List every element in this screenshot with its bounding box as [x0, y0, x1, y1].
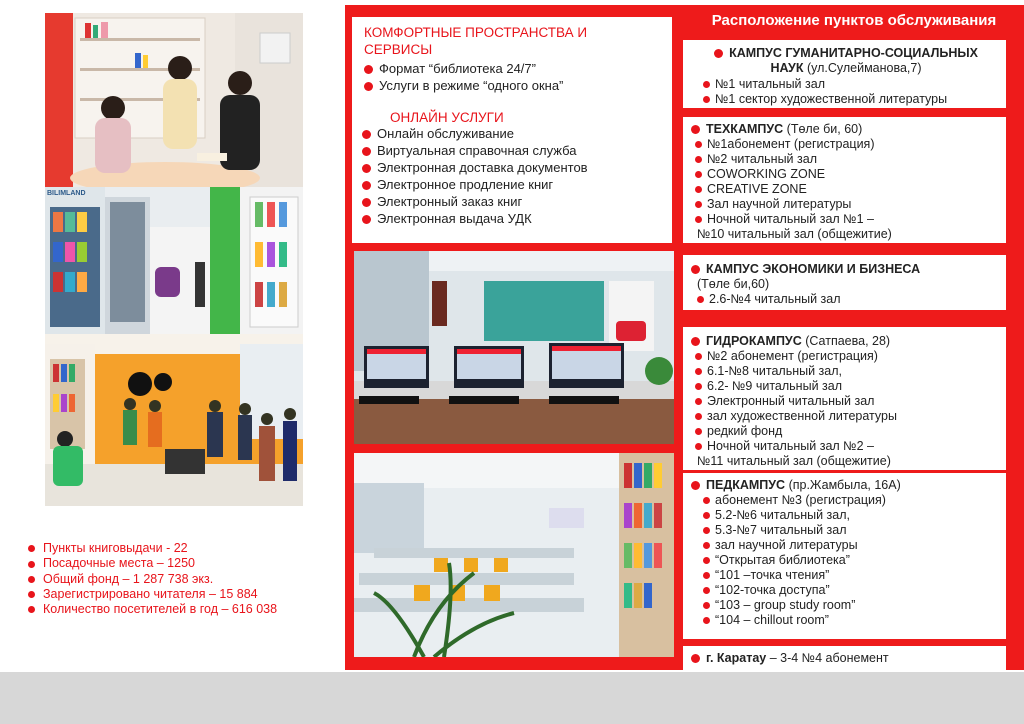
list-item: Формат “библиотека 24/7”	[364, 60, 563, 77]
photo-computer-room	[354, 251, 674, 444]
bullet-icon	[362, 181, 371, 190]
location-ped	[683, 473, 1006, 639]
services-box	[352, 17, 672, 243]
bullet-icon	[362, 215, 371, 224]
bullet-icon	[703, 81, 710, 88]
bullet-icon	[28, 561, 35, 568]
list-item: абонемент №3 (регистрация)	[703, 493, 886, 508]
bullet-icon	[695, 216, 702, 223]
location-hydro	[683, 327, 1006, 470]
bullet-icon	[695, 428, 702, 435]
location-items	[695, 349, 897, 469]
bullet-icon	[695, 186, 702, 193]
list-item: “102-точка доступа”	[703, 583, 886, 598]
bullet-icon	[691, 481, 700, 490]
list-item: 6.1-№8 читальный зал,	[695, 364, 897, 379]
bullet-icon	[703, 572, 710, 579]
location-items	[703, 77, 947, 107]
bullet-icon	[703, 557, 710, 564]
list-item: 6.2- №9 читальный зал	[695, 379, 897, 394]
bullet-icon	[362, 130, 371, 139]
list-item: зал художественной литературы	[695, 409, 897, 424]
online-services-list	[362, 125, 588, 227]
bullet-icon	[28, 576, 35, 583]
bullet-icon	[703, 96, 710, 103]
location-items	[703, 493, 886, 628]
list-item: №10 читальный зал (общежитие)	[697, 227, 892, 241]
location-title: ГИДРОКАМПУС (Сатпаева, 28)	[691, 334, 890, 349]
bullet-icon	[695, 398, 702, 405]
bullet-icon	[695, 201, 702, 208]
stat-item: Количество посетителей в год – 616 038	[28, 602, 277, 617]
list-item: “101 –точка чтения”	[703, 568, 886, 583]
location-address: (Сатпаева, 28)	[805, 334, 891, 348]
list-item: Электронный читальный зал	[695, 394, 897, 409]
bullet-icon	[695, 156, 702, 163]
location-title: ТЕХКАМПУС (Төле би, 60)	[691, 122, 862, 137]
location-address: (Төле би,60)	[697, 277, 770, 291]
list-item: №11 читальный зал (общежитие)	[697, 454, 891, 468]
location-address: (Төле би, 60)	[786, 122, 863, 136]
bullet-icon	[28, 606, 35, 613]
list-item: Ночной читальный зал №2 –	[695, 439, 897, 454]
list-item: №1абонемент (регистрация)	[695, 137, 892, 152]
list-item: Зал научной литературы	[695, 197, 892, 212]
bullet-icon	[703, 542, 710, 549]
list-item: COWORKING ZONE	[695, 167, 892, 182]
list-item: “104 – chillout room”	[703, 613, 886, 628]
bullet-icon	[703, 587, 710, 594]
photo-students-reading	[45, 13, 303, 187]
location-items	[697, 292, 841, 307]
list-item: №1 сектор художественной литературы	[703, 92, 947, 107]
online-heading: ОНЛАЙН УСЛУГИ	[390, 110, 504, 125]
list-item: 5.2-№6 читальный зал,	[703, 508, 886, 523]
bullet-icon	[703, 602, 710, 609]
bullet-icon	[695, 383, 702, 390]
list-item: 2.6-№4 читальный зал	[697, 292, 841, 307]
location-address: (пр.Жамбыла, 16А)	[788, 478, 901, 492]
list-item: редкий фонд	[695, 424, 897, 439]
list-item: Электронная выдача УДК	[362, 210, 588, 227]
bullet-icon	[695, 368, 702, 375]
bullet-icon	[364, 65, 373, 74]
location-economics	[683, 255, 1006, 310]
location-tech	[683, 117, 1006, 243]
photo-reading-hall	[354, 453, 674, 657]
bullet-icon	[362, 198, 371, 207]
bullet-icon	[362, 147, 371, 156]
page-title: Расположение пунктов обслуживания	[711, 12, 997, 29]
list-item: Онлайн обслуживание	[362, 125, 588, 142]
bullet-icon	[703, 527, 710, 534]
location-humanitarian	[683, 40, 1006, 108]
location-title: КАМПУС ЭКОНОМИКИ И БИЗНЕСА	[691, 262, 920, 277]
bullet-icon	[695, 443, 702, 450]
bullet-icon	[695, 141, 702, 148]
list-item: Электронная доставка документов	[362, 159, 588, 176]
location-title-line2: НАУК (ул.Сулейманова,7)	[770, 61, 922, 75]
bullet-icon	[697, 296, 704, 303]
bullet-icon	[695, 413, 702, 420]
bottom-band	[0, 672, 1024, 724]
services-list	[364, 60, 563, 94]
list-item: Ночной читальный зал №1 –	[695, 212, 892, 227]
stat-item: Посадочные места – 1250	[28, 556, 277, 571]
photo-library-hall	[45, 187, 303, 334]
photo-event-room	[45, 334, 303, 506]
bullet-icon	[691, 337, 700, 346]
list-item: 5.3-№7 читальный зал	[703, 523, 886, 538]
bullet-icon	[362, 164, 371, 173]
list-item: №1 читальный зал	[703, 77, 947, 92]
bullet-icon	[703, 512, 710, 519]
list-item: №2 абонемент (регистрация)	[695, 349, 897, 364]
list-item: зал научной литературы	[703, 538, 886, 553]
location-title: ПЕДКАМПУС (пр.Жамбыла, 16А)	[691, 478, 901, 493]
list-item: Виртуальная справочная служба	[362, 142, 588, 159]
bullet-icon	[691, 654, 700, 663]
services-heading: КОМФОРТНЫЕ ПРОСТРАНСТВА И СЕРВИСЫ	[364, 25, 588, 57]
list-item: Электронное продление книг	[362, 176, 588, 193]
bullet-icon	[691, 125, 700, 134]
location-items	[695, 137, 892, 242]
bullet-icon	[28, 591, 35, 598]
list-item: “103 – group study room”	[703, 598, 886, 613]
bullet-icon	[364, 82, 373, 91]
stat-item: Общий фонд – 1 287 738 экз.	[28, 572, 277, 587]
bullet-icon	[703, 497, 710, 504]
bullet-icon	[695, 353, 702, 360]
bullet-icon	[714, 49, 723, 58]
list-item: CREATIVE ZONE	[695, 182, 892, 197]
stats-list	[28, 541, 277, 617]
location-karatau	[683, 646, 1006, 672]
list-item: Услуги в режиме “одного окна”	[364, 77, 563, 94]
location-address: (ул.Сулейманова,7)	[806, 61, 922, 75]
list-item: “Открытая библиотека”	[703, 553, 886, 568]
location-title: г. Каратау – 3-4 №4 абонемент	[691, 651, 889, 666]
bullet-icon	[695, 171, 702, 178]
bullet-icon	[691, 265, 700, 274]
bilimland-sign: BILIMLAND	[47, 190, 86, 197]
stat-item: Пункты книговыдачи - 22	[28, 541, 277, 556]
bullet-icon	[28, 545, 35, 552]
location-title: КАМПУС ГУМАНИТАРНО-СОЦИАЛЬНЫХ	[691, 46, 1001, 61]
stat-item: Зарегистрировано читателя – 15 884	[28, 587, 277, 602]
bullet-icon	[703, 617, 710, 624]
list-item: №2 читальный зал	[695, 152, 892, 167]
list-item: Электронный заказ книг	[362, 193, 588, 210]
